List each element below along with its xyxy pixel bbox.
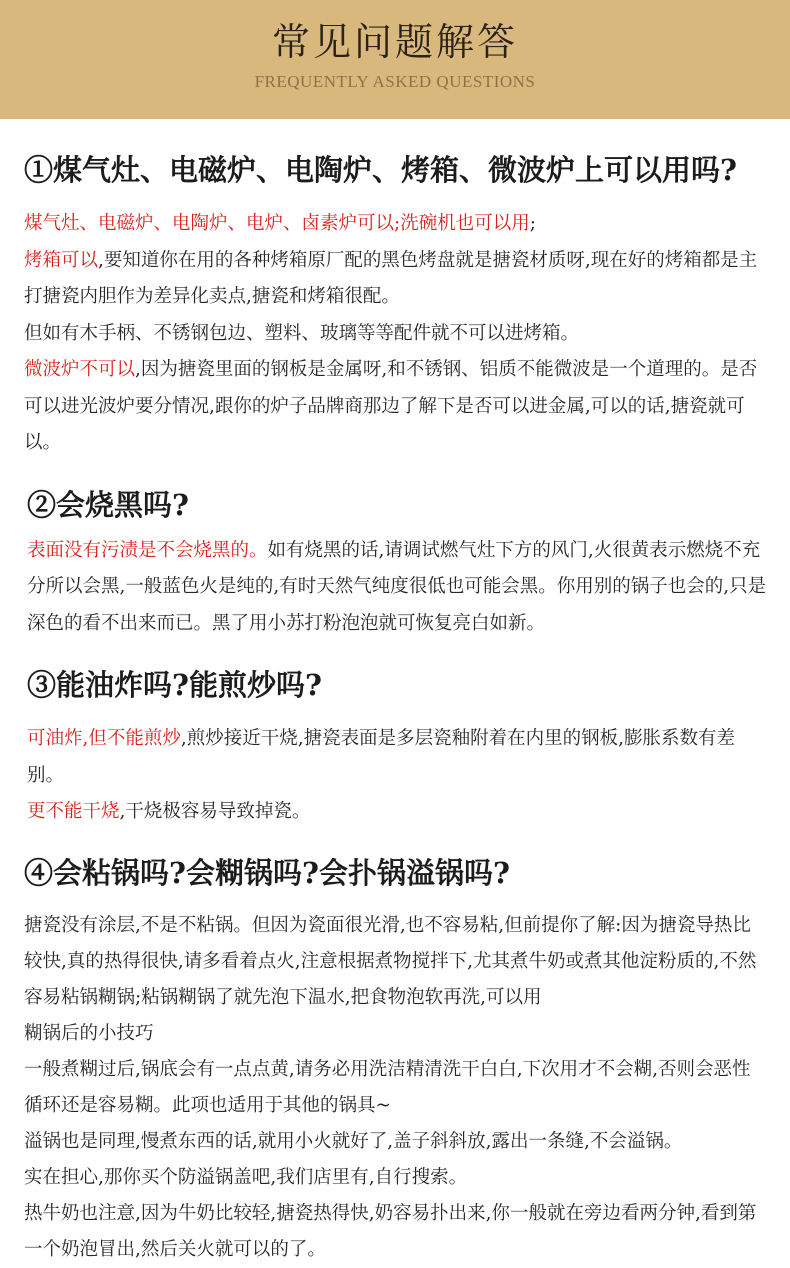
answer-paragraph: 热牛奶也注意,因为牛奶比较轻,搪瓷热得快,奶容易扑出来,你一般就在旁边看两分钟,看到第一个奶泡冒出,然后关火就可以的了。 [24,1202,757,1260]
faq-section-2 [0,462,790,643]
faq-question-3: ③能油炸吗?能煎炒吗? [27,668,322,702]
highlight-text: 可油炸,但不能煎炒 [27,728,181,749]
highlight-text: 烤箱可以 [24,249,99,271]
faq-section-4 [0,831,790,1268]
answer-text: 如有烧黑的话,请调试燃气灶下方的风门,火很黄表示燃烧不充分所以会黑,一般蓝色火是纯的,有时天然气纯度很低也可能会黑。你用别的锅子也会的,只是深色的看不出来而已。黑了用小苏打粉泡泡就可恢复亮白如新。 [27,539,767,634]
faq-answer-2 [24,533,768,643]
faq-question-2: ②会烧黑吗? [27,487,189,522]
answer-text: ,干烧极容易导致掉瓷。 [119,801,311,822]
answer-text: ,要知道你在用的各种烤箱原厂配的黑色烤盘就是搪瓷材质呀,现在好的烤箱都是主打搪瓷内胆作为差异化卖点,搪瓷和烤箱很配。 [24,249,758,307]
page-header [0,0,790,119]
answer-paragraph: 溢锅也是同理,慢煮东西的话,就用小火就好了,盖子斜斜放,露出一条缝,不会溢锅。 [24,1130,683,1152]
page-subtitle: FREQUENTLY ASKED QUESTIONS [254,72,536,91]
faq-question-4: ④会粘锅吗?会糊锅吗?会扑锅溢锅吗? [24,855,510,890]
faq-question-1: ①煤气灶、电磁炉、电陶炉、烤箱、微波炉上可以用吗? [24,153,737,187]
answer-paragraph: 但如有木手柄、不锈钢包边、塑料、玻璃等等配件就不可以进烤箱。 [24,322,580,344]
answer-text: ,因为搪瓷里面的钢板是金属呀,和不锈钢、铝质不能微波是一个道理的。是否可以进光波炉要分情况,跟你的炉子品牌商那边了解下是否可以进金属,可以的话,搪瓷就可以。 [24,359,758,453]
answer-paragraph [24,206,768,243]
faq-answer-3 [24,721,768,831]
answer-paragraph: 实在担心,那你买个防溢锅盖吧,我们店里有,自行搜索。 [24,1166,468,1188]
faq-section-3 [0,642,790,831]
page-title: 常见问题解答 [271,20,518,64]
answer-text: ; [529,213,536,234]
answer-text: ,煎炒接近干烧,搪瓷表面是多层瓷釉附着在内里的钢板,膨胀系数有差别。 [27,728,736,786]
highlight-text: 煤气灶、电磁炉、电陶炉、电炉、卤素炉可以;洗碗机也可以用 [24,213,530,234]
answer-paragraph [24,352,768,462]
faq-answer-4 [24,908,768,1268]
highlight-text: 更不能干烧 [27,801,120,822]
answer-paragraph [24,243,768,316]
answer-paragraph: 搪瓷没有涂层,不是不粘锅。但因为瓷面很光滑,也不容易粘,但前提你了解:因为搪瓷导热比较快,真的热得很快,请多看着点火,注意根据煮物搅拌下,尤其煮牛奶或煮其他淀粉质的,不然容易粘锅糊锅;粘锅糊锅了就先泡下温水,把食物泡软再洗,可以用 [24,914,757,1008]
answer-paragraph [27,794,768,831]
answer-paragraph: 糊锅后的小技巧 [24,1022,154,1044]
highlight-text: 表面没有污渍是不会烧黑的。 [27,539,268,561]
answer-paragraph: 一般煮糊过后,锅底会有一点点黄,请务必用洗洁精清洗干白白,下次用才不会糊,否则会恶性循环还是容易糊。此项也适用于其他的锅具~ [24,1058,751,1116]
answer-paragraph [27,533,768,643]
answer-paragraph [27,721,768,794]
faq-answer-1 [24,206,768,462]
highlight-text: 微波炉不可以 [24,359,136,380]
faq-section-1 [0,119,790,462]
